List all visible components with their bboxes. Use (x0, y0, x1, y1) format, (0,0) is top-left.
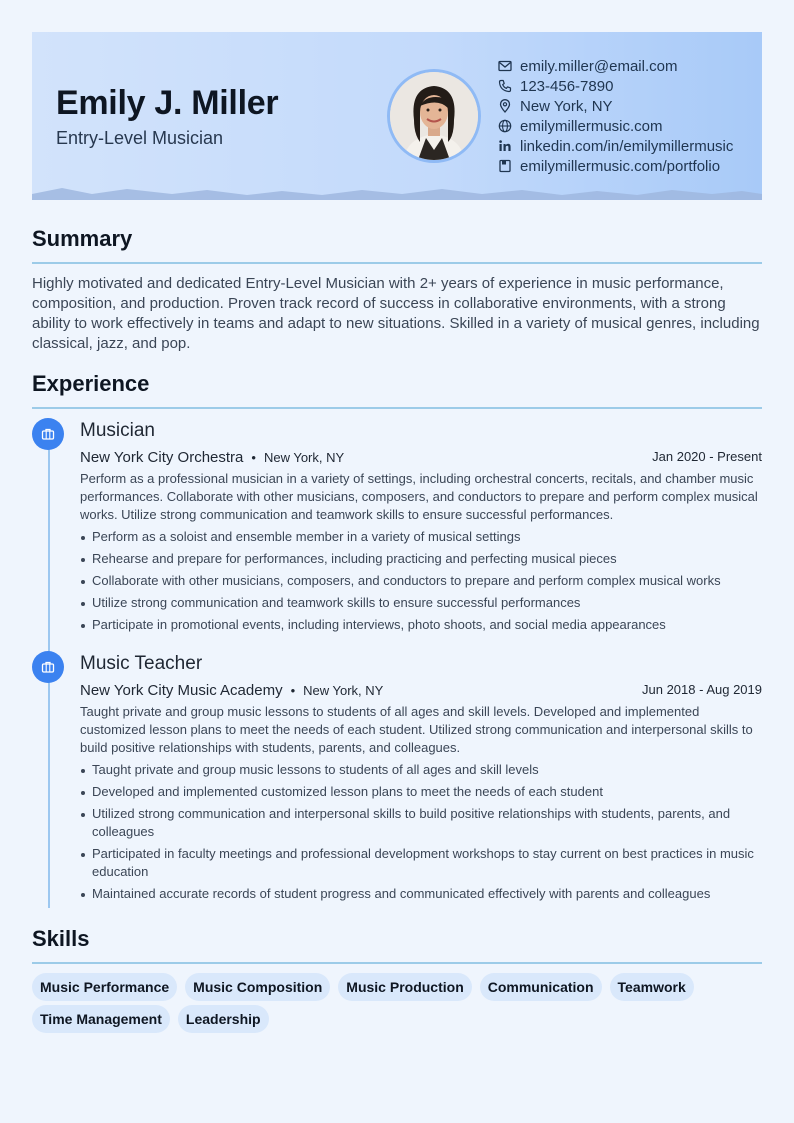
skill-chip: Teamwork (610, 973, 694, 1001)
contact-linkedin[interactable] (498, 136, 733, 156)
resume-header (32, 32, 762, 200)
meta-separator: • (290, 682, 296, 698)
list-item: Taught private and group music lessons to students of all ages and skill levels (80, 761, 762, 779)
job-company: New York City Orchestra (80, 448, 244, 466)
job-meta (80, 446, 762, 468)
profile-photo (387, 69, 481, 163)
job-company: New York City Music Academy (80, 681, 283, 699)
experience-divider (32, 407, 762, 409)
contact-list (498, 56, 733, 176)
job-description: Perform as a professional musician in a variety of settings, including orchestral concerts, recitals, and chamber music performances. Collaborate with other musicians, composers, and conductors to prepare and perform complex musical works. Utilize strong communication and teamwork skills to ensure successful performances. (80, 471, 758, 522)
job-dates: Jun 2018 - Aug 2019 (642, 682, 762, 697)
candidate-role: Entry-Level Musician (56, 128, 224, 148)
job-meta (80, 679, 762, 701)
contact-linkedin-text: linkedin.com/in/emilymillermusic (520, 137, 734, 155)
experience-heading: Experience (32, 371, 150, 396)
contact-phone[interactable] (498, 76, 733, 96)
summary-heading: Summary (32, 226, 133, 251)
mail-icon (498, 59, 512, 73)
contact-website-text: emilymillermusic.com (520, 117, 663, 135)
portfolio-icon (498, 159, 512, 173)
list-item: Collaborate with other musicians, composers, and conductors to prepare and perform complex musical works (80, 572, 762, 590)
summary-divider (32, 262, 762, 264)
skill-chip: Music Performance (32, 973, 177, 1001)
list-item: Participated in faculty meetings and professional development workshops to stay current on best practices in music education (80, 845, 762, 881)
skills-divider (32, 962, 762, 964)
location-icon (498, 99, 512, 113)
job-location: New York, NY (263, 449, 345, 465)
job-description: Taught private and group music lessons to students of all ages and skill levels. Developed and implemented customized lesson plans to meet the needs of each student. Utilized strong communication and interpersonal skills to build positive relationships with students, parents, and colleagues. (80, 704, 753, 755)
job-dates: Jan 2020 - Present (652, 449, 762, 464)
skill-chip: Communication (480, 973, 602, 1001)
skill-chip: Leadership (178, 1005, 269, 1033)
portrait-image (390, 72, 478, 160)
list-item: Maintained accurate records of student progress and communicated effectively with parents and colleagues (80, 885, 762, 903)
job-entry-2 (80, 653, 762, 907)
job-title: Musician (80, 420, 155, 441)
list-item: Rehearse and prepare for performances, including practicing and perfecting musical pieces (80, 550, 762, 568)
skills-row (32, 973, 762, 1001)
contact-website[interactable] (498, 116, 733, 136)
list-item: Developed and implemented customized lesson plans to meet the needs of each student (80, 783, 762, 801)
briefcase-icon (32, 651, 64, 683)
mountain-decoration (32, 184, 762, 200)
skill-chip: Music Composition (185, 973, 330, 1001)
contact-email[interactable] (498, 56, 733, 76)
list-item: Utilized strong communication and interpersonal skills to build positive relationships with students, parents, and colleagues (80, 805, 762, 841)
contact-portfolio[interactable] (498, 156, 733, 176)
contact-location-text: New York, NY (520, 97, 613, 115)
job-bullets (80, 761, 762, 903)
contact-location (498, 96, 733, 116)
contact-phone-text: 123-456-7890 (520, 77, 614, 95)
job-location: New York, NY (303, 682, 384, 698)
phone-icon (498, 79, 512, 93)
candidate-name: Emily J. Miller (56, 84, 279, 122)
contact-portfolio-text: emilymillermusic.com/portfolio (520, 157, 721, 175)
list-item: Participate in promotional events, including interviews, photo shoots, and social media appearances (80, 616, 762, 634)
globe-icon (498, 119, 512, 133)
skills-list (32, 973, 762, 1037)
job-title: Music Teacher (80, 653, 203, 674)
job-bullets (80, 528, 762, 634)
skill-chip: Music Production (338, 973, 471, 1001)
list-item: Utilize strong communication and teamwork skills to ensure successful performances (80, 594, 762, 612)
skills-row (32, 1005, 762, 1033)
list-item: Perform as a soloist and ensemble member in a variety of musical settings (80, 528, 762, 546)
briefcase-icon (32, 418, 64, 450)
summary-text: Highly motivated and dedicated Entry-Level Musician with 2+ years of experience in music performance, composition, and production. Proven track record of success in collaborative environments, with a strong ability to work effectively in teams and adapt to new situations. Skilled in a variety of musical genres, including classical, jazz, and pop. (32, 275, 760, 352)
linkedin-icon (498, 139, 512, 153)
skill-chip: Time Management (32, 1005, 170, 1033)
contact-email-text: emily.miller@email.com (520, 57, 678, 75)
skills-heading: Skills (32, 926, 90, 951)
job-entry-1 (80, 420, 762, 638)
meta-separator: • (251, 449, 256, 465)
